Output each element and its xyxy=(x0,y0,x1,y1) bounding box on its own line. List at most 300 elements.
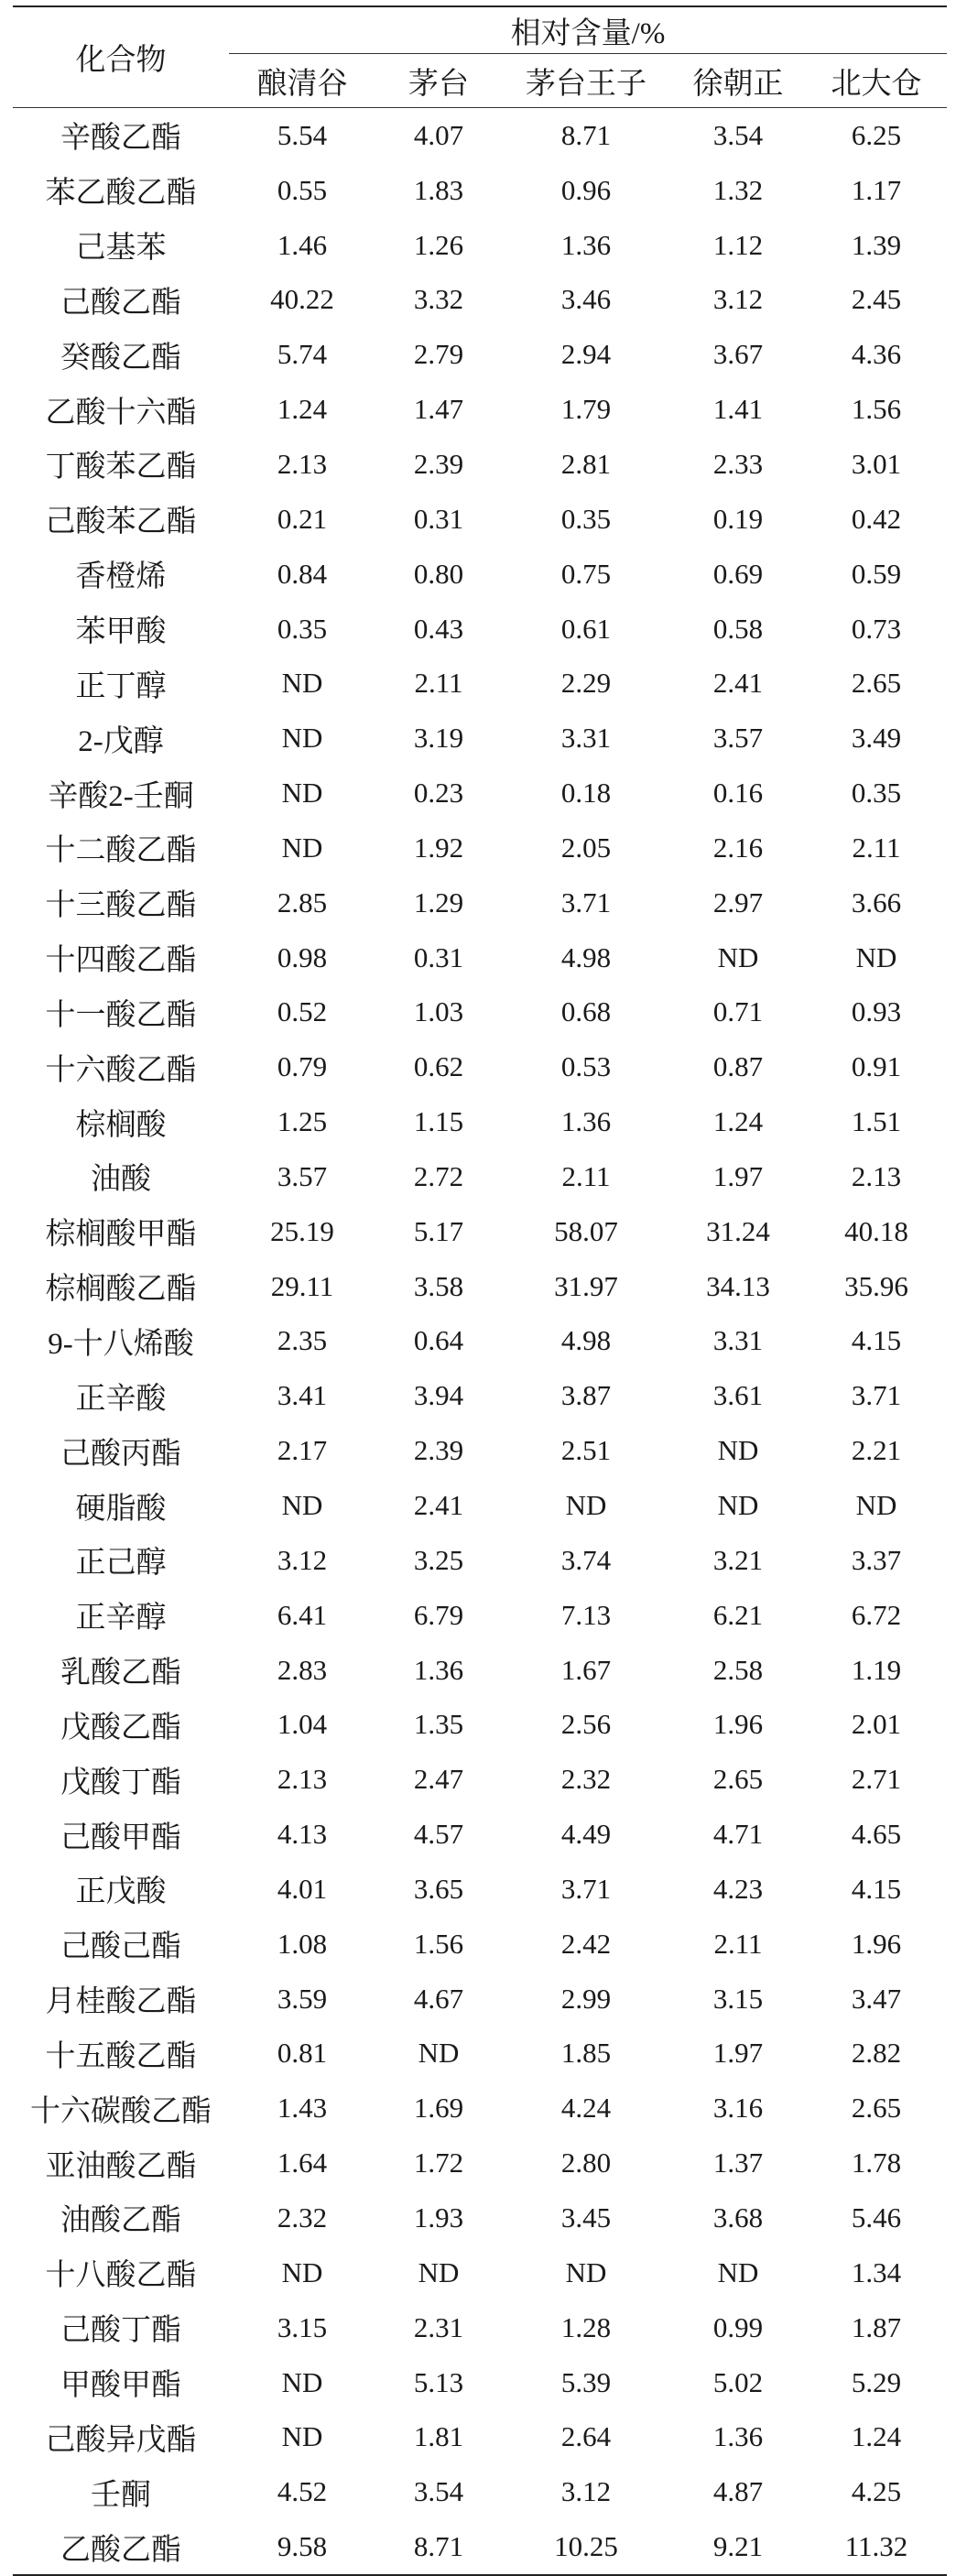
relative-content-cell: 2.29 xyxy=(560,667,612,700)
relative-content-cell: 2.05 xyxy=(560,831,612,864)
relative-content-cell: 6.21 xyxy=(712,1598,764,1631)
relative-content-cell: 3.15 xyxy=(277,2310,328,2343)
relative-content-cell: 3.19 xyxy=(413,722,464,755)
relative-content-cell: 58.07 xyxy=(554,1214,618,1247)
relative-content-cell: 1.15 xyxy=(413,1105,464,1138)
relative-content-cell: 1.36 xyxy=(413,1653,464,1686)
relative-content-cell: 0.62 xyxy=(413,1050,464,1083)
table-row xyxy=(13,1643,947,1698)
compound-name-cell: 香橙烯 xyxy=(75,560,167,594)
relative-content-cell: 1.83 xyxy=(413,173,464,206)
relative-content-cell: 3.31 xyxy=(712,1324,764,1357)
relative-content-cell: 1.36 xyxy=(712,2420,764,2453)
table-row xyxy=(13,821,947,875)
sample-column-header: 茅台 xyxy=(375,54,502,108)
relative-content-cell: 40.18 xyxy=(844,1214,908,1247)
relative-content-cell: 1.96 xyxy=(851,1927,902,1960)
relative-content-cell: ND xyxy=(281,2365,323,2398)
relative-content-cell: 1.26 xyxy=(413,228,464,261)
table-row xyxy=(13,602,947,657)
relative-content-cell: 4.13 xyxy=(277,1818,328,1851)
relative-content-cell: ND xyxy=(855,940,897,973)
compound-name-cell: 正丁醇 xyxy=(75,669,167,703)
table-row xyxy=(13,382,947,437)
relative-content-cell: 9.21 xyxy=(670,2519,806,2575)
table-row xyxy=(13,327,947,382)
table-row xyxy=(13,273,947,328)
relative-content-cell: 2.71 xyxy=(851,1763,902,1796)
relative-content-cell: 1.35 xyxy=(413,1708,464,1741)
relative-content-cell: 1.56 xyxy=(851,393,902,426)
table-row xyxy=(13,2409,947,2464)
relative-content-cell: 3.37 xyxy=(851,1543,902,1576)
relative-content-cell: 5.02 xyxy=(712,2365,764,2398)
relative-content-cell: 1.92 xyxy=(413,831,464,864)
relative-content-cell: 8.71 xyxy=(560,118,612,151)
table-row xyxy=(13,1752,947,1807)
relative-content-cell: 5.39 xyxy=(560,2365,612,2398)
table-row xyxy=(13,1972,947,2027)
relative-content-cell: 40.22 xyxy=(270,283,334,316)
relative-content-cell: 2.51 xyxy=(560,1434,612,1467)
relative-content-cell: 7.13 xyxy=(560,1598,612,1631)
relative-content-cell: 0.18 xyxy=(560,777,612,810)
compound-name-cell: 十五酸乙酯 xyxy=(45,2039,197,2073)
relative-content-cell: 2.11 xyxy=(414,667,463,700)
relative-content-cell: 4.15 xyxy=(851,1324,902,1357)
relative-content-cell: ND xyxy=(281,2255,323,2288)
relative-content-cell: 3.57 xyxy=(712,722,764,755)
compound-name-cell: 苯乙酸乙酯 xyxy=(45,177,197,211)
relative-content-cell: 3.16 xyxy=(712,2092,764,2125)
relative-content-group-header: 相对含量/% xyxy=(229,6,947,54)
relative-content-cell: 31.97 xyxy=(554,1269,618,1302)
table-row xyxy=(13,1478,947,1533)
relative-content-cell: 2.56 xyxy=(560,1708,612,1741)
relative-content-cell: ND xyxy=(418,2037,460,2070)
sample-column-header: 北大仓 xyxy=(806,54,947,108)
compound-name-cell: 油酸乙酯 xyxy=(60,2204,181,2238)
relative-content-cell: 3.54 xyxy=(413,2475,464,2508)
relative-content-cell: 0.68 xyxy=(560,995,612,1028)
table-row xyxy=(13,1807,947,1862)
compound-name-cell: 棕榈酸乙酯 xyxy=(45,1273,197,1307)
relative-content-cell: 3.68 xyxy=(712,2201,764,2234)
table-row xyxy=(13,2136,947,2190)
relative-content-cell: 1.08 xyxy=(277,1927,328,1960)
relative-content-cell: ND xyxy=(281,1489,323,1522)
relative-content-cell: 0.53 xyxy=(560,1050,612,1083)
relative-content-cell: 2.65 xyxy=(851,667,902,700)
relative-content-cell: 3.46 xyxy=(560,283,612,316)
table-row xyxy=(13,2245,947,2300)
relative-content-cell: 4.52 xyxy=(277,2475,328,2508)
table-row xyxy=(13,2027,947,2081)
compound-name-cell: 辛酸乙酯 xyxy=(60,122,181,156)
compound-name-cell: 己酸苯乙酯 xyxy=(45,505,197,539)
relative-content-cell: 8.71 xyxy=(375,2519,502,2575)
relative-content-cell: 4.98 xyxy=(560,940,612,973)
relative-content-cell: 0.61 xyxy=(560,612,612,645)
compound-content-table xyxy=(13,5,947,2576)
relative-content-cell: 5.29 xyxy=(851,2365,902,2398)
relative-content-cell: 1.79 xyxy=(560,393,612,426)
sample-column-header: 徐朝正 xyxy=(670,54,806,108)
relative-content-cell: 3.58 xyxy=(413,1269,464,1302)
relative-content-cell: 0.73 xyxy=(851,612,902,645)
table-row xyxy=(13,2464,947,2519)
relative-content-cell: 1.37 xyxy=(712,2147,764,2179)
relative-content-cell: 4.24 xyxy=(560,2092,612,2125)
relative-content-cell: ND xyxy=(281,777,323,810)
relative-content-cell: 2.41 xyxy=(712,667,764,700)
relative-content-cell: 0.87 xyxy=(712,1050,764,1083)
relative-content-cell: 3.47 xyxy=(851,1982,902,2015)
relative-content-cell: 3.57 xyxy=(277,1159,328,1192)
relative-content-cell: 0.52 xyxy=(277,995,328,1028)
relative-content-cell: 1.39 xyxy=(851,228,902,261)
relative-content-cell: 2.83 xyxy=(277,1653,328,1686)
table-row xyxy=(13,547,947,602)
relative-content-cell: 2.42 xyxy=(560,1927,612,1960)
relative-content-cell: 2.17 xyxy=(277,1434,328,1467)
relative-content-cell: 1.34 xyxy=(851,2255,902,2288)
compound-name-cell: 十六酸乙酯 xyxy=(45,1053,197,1087)
relative-content-cell: 5.54 xyxy=(277,118,328,151)
table-row xyxy=(13,2300,947,2355)
relative-content-cell: 1.43 xyxy=(277,2092,328,2125)
relative-content-cell: ND xyxy=(281,831,323,864)
compound-name-cell: 正戊酸 xyxy=(75,1875,167,1909)
relative-content-cell: 25.19 xyxy=(270,1214,334,1247)
relative-content-cell: 0.23 xyxy=(413,777,464,810)
sample-column-header: 茅台王子 xyxy=(502,54,670,108)
compound-name-cell: 苯甲酸 xyxy=(75,615,167,649)
relative-content-cell: ND xyxy=(281,667,323,700)
data-table-container xyxy=(13,5,947,2576)
relative-content-cell: 1.25 xyxy=(277,1105,328,1138)
relative-content-cell: 2.11 xyxy=(713,1927,763,1960)
relative-content-cell: 10.25 xyxy=(502,2519,670,2575)
relative-content-cell: 0.42 xyxy=(851,502,902,535)
compound-name-cell: 正辛醇 xyxy=(75,1602,167,1636)
relative-content-cell: 1.03 xyxy=(413,995,464,1028)
relative-content-cell: 4.23 xyxy=(712,1872,764,1905)
compound-name-cell: 正辛酸 xyxy=(75,1382,167,1416)
relative-content-cell: 1.36 xyxy=(560,1105,612,1138)
compound-name-cell: 棕榈酸 xyxy=(75,1108,167,1142)
relative-content-cell: 1.67 xyxy=(560,1653,612,1686)
relative-content-cell: 2.16 xyxy=(712,831,764,864)
relative-content-cell: 3.49 xyxy=(851,722,902,755)
compound-name-cell: 乙酸乙酯 xyxy=(13,2519,229,2575)
relative-content-cell: 5.46 xyxy=(851,2201,902,2234)
table-row xyxy=(13,1149,947,1204)
compound-name-cell: 正己醇 xyxy=(75,1547,167,1581)
relative-content-cell: 5.13 xyxy=(413,2365,464,2398)
compound-name-cell: 亚油酸乙酯 xyxy=(45,2149,197,2183)
relative-content-cell: 3.67 xyxy=(712,338,764,371)
relative-content-cell: 1.24 xyxy=(851,2420,902,2453)
compound-name-cell: 壬酮 xyxy=(91,2478,151,2512)
compound-name-cell: 乳酸乙酯 xyxy=(60,1657,181,1690)
relative-content-cell: 29.11 xyxy=(270,1269,334,1302)
relative-content-cell: 4.57 xyxy=(413,1818,464,1851)
relative-content-cell: 2.32 xyxy=(560,1763,612,1796)
compound-name-cell: 十四酸乙酯 xyxy=(45,944,197,978)
table-row xyxy=(13,1204,947,1259)
compound-name-cell: 己酸异戊酯 xyxy=(45,2423,197,2457)
relative-content-cell: 2.81 xyxy=(560,447,612,480)
relative-content-cell: 0.99 xyxy=(712,2310,764,2343)
relative-content-cell: 3.65 xyxy=(413,1872,464,1905)
relative-content-cell: 6.72 xyxy=(851,1598,902,1631)
relative-content-cell: 2.33 xyxy=(712,447,764,480)
relative-content-cell: 3.25 xyxy=(413,1543,464,1576)
relative-content-cell: 2.13 xyxy=(851,1159,902,1192)
table-row xyxy=(13,492,947,547)
relative-content-cell: 2.31 xyxy=(413,2310,464,2343)
relative-content-cell: 2.80 xyxy=(560,2147,612,2179)
relative-content-cell: 3.12 xyxy=(560,2475,612,2508)
relative-content-cell: 3.32 xyxy=(413,283,464,316)
compound-name-cell: 十三酸乙酯 xyxy=(45,889,197,923)
relative-content-cell: 2.11 xyxy=(561,1159,611,1192)
relative-content-cell: ND xyxy=(717,1489,759,1522)
relative-content-cell: 1.29 xyxy=(413,886,464,918)
relative-content-cell: 2.85 xyxy=(277,886,328,918)
relative-content-cell: 31.24 xyxy=(706,1214,770,1247)
relative-content-cell: 0.59 xyxy=(851,557,902,590)
relative-content-cell: ND xyxy=(717,1434,759,1467)
relative-content-cell: 2.97 xyxy=(712,886,764,918)
relative-content-cell: 0.93 xyxy=(851,995,902,1028)
relative-content-cell: 3.87 xyxy=(560,1379,612,1412)
relative-content-cell: 2.47 xyxy=(413,1763,464,1796)
compound-name-cell: 己酸丁酯 xyxy=(60,2314,181,2348)
relative-content-cell: 2.21 xyxy=(851,1434,902,1467)
header-row-group xyxy=(13,6,947,54)
relative-content-cell: 2.39 xyxy=(413,1434,464,1467)
relative-content-cell: 0.80 xyxy=(413,557,464,590)
relative-content-cell: 3.71 xyxy=(560,1872,612,1905)
relative-content-cell: 1.81 xyxy=(413,2420,464,2453)
relative-content-cell: 1.51 xyxy=(851,1105,902,1138)
relative-content-cell: 5.17 xyxy=(413,1214,464,1247)
relative-content-cell: ND xyxy=(418,2255,460,2288)
relative-content-cell: 0.19 xyxy=(712,502,764,535)
table-row xyxy=(13,930,947,985)
relative-content-cell: 1.41 xyxy=(712,393,764,426)
relative-content-cell: 5.74 xyxy=(277,338,328,371)
relative-content-cell: 2.65 xyxy=(851,2092,902,2125)
relative-content-cell: 0.31 xyxy=(413,502,464,535)
relative-content-cell: 1.12 xyxy=(712,228,764,261)
compound-name-cell: 己酸己酯 xyxy=(60,1930,181,1964)
table-row xyxy=(13,2519,947,2575)
relative-content-cell: ND xyxy=(565,1489,607,1522)
table-row xyxy=(13,985,947,1040)
table-row xyxy=(13,2190,947,2245)
relative-content-cell: 0.58 xyxy=(712,612,764,645)
compound-name-cell: 月桂酸乙酯 xyxy=(45,1985,197,2019)
relative-content-cell: 1.24 xyxy=(277,393,328,426)
table-row xyxy=(13,656,947,711)
relative-content-cell: 3.71 xyxy=(851,1379,902,1412)
relative-content-cell: 0.43 xyxy=(413,612,464,645)
relative-content-cell: 2.32 xyxy=(277,2201,328,2234)
relative-content-cell: 6.79 xyxy=(413,1598,464,1631)
table-row xyxy=(13,108,947,163)
relative-content-cell: 1.56 xyxy=(413,1927,464,1960)
relative-content-cell: 1.24 xyxy=(712,1105,764,1138)
relative-content-cell: 4.67 xyxy=(413,1982,464,2015)
table-row xyxy=(13,1423,947,1478)
relative-content-cell: 2.64 xyxy=(560,2420,612,2453)
relative-content-cell: 2.72 xyxy=(413,1159,464,1192)
relative-content-cell: 1.64 xyxy=(277,2147,328,2179)
relative-content-cell: 0.69 xyxy=(712,557,764,590)
compound-name-cell: 棕榈酸甲酯 xyxy=(45,1218,197,1252)
relative-content-cell: 2.65 xyxy=(712,1763,764,1796)
relative-content-cell: 4.15 xyxy=(851,1872,902,1905)
compound-name-cell: 戊酸丁酯 xyxy=(60,1766,181,1799)
compound-name-cell: 9-十八烯酸 xyxy=(48,1327,194,1361)
relative-content-cell: 2.13 xyxy=(277,447,328,480)
relative-content-cell: 1.46 xyxy=(277,228,328,261)
relative-content-cell: 0.35 xyxy=(851,777,902,810)
relative-content-cell: 4.65 xyxy=(851,1818,902,1851)
relative-content-cell: 2.99 xyxy=(560,1982,612,2015)
relative-content-cell: 2.39 xyxy=(413,447,464,480)
relative-content-cell: 2.82 xyxy=(851,2037,902,2070)
relative-content-cell: 0.71 xyxy=(712,995,764,1028)
relative-content-cell: 2.45 xyxy=(851,283,902,316)
table-row xyxy=(13,1039,947,1094)
relative-content-cell: 1.04 xyxy=(277,1708,328,1741)
relative-content-cell: 2.01 xyxy=(851,1708,902,1741)
relative-content-cell: 2.79 xyxy=(413,338,464,371)
compound-name-cell: 辛酸2-壬酮 xyxy=(48,779,194,813)
relative-content-cell: ND xyxy=(565,2255,607,2288)
relative-content-cell: ND xyxy=(855,1489,897,1522)
table-row xyxy=(13,1588,947,1643)
compound-name-cell: 乙酸十六酯 xyxy=(45,396,197,429)
relative-content-cell: 3.74 xyxy=(560,1543,612,1576)
relative-content-cell: 0.81 xyxy=(277,2037,328,2070)
relative-content-cell: 3.31 xyxy=(560,722,612,755)
table-row xyxy=(13,218,947,273)
compound-name-cell: 2-戊醇 xyxy=(78,724,164,758)
relative-content-cell: 0.96 xyxy=(560,173,612,206)
relative-content-cell: 2.41 xyxy=(413,1489,464,1522)
relative-content-cell: 34.13 xyxy=(706,1269,770,1302)
relative-content-cell: ND xyxy=(281,722,323,755)
table-row xyxy=(13,437,947,492)
relative-content-cell: 1.87 xyxy=(851,2310,902,2343)
compound-name-cell: 硬脂酸 xyxy=(75,1492,167,1526)
relative-content-cell: 3.94 xyxy=(413,1379,464,1412)
relative-content-cell: 4.98 xyxy=(560,1324,612,1357)
compound-name-cell: 甲酸甲酯 xyxy=(60,2369,181,2403)
relative-content-cell: 3.45 xyxy=(560,2201,612,2234)
relative-content-cell: 0.35 xyxy=(560,502,612,535)
compound-name-cell: 油酸 xyxy=(91,1163,151,1197)
relative-content-cell: 3.41 xyxy=(277,1379,328,1412)
table-row xyxy=(13,2355,947,2410)
relative-content-cell: 1.78 xyxy=(851,2147,902,2179)
relative-content-cell: 0.75 xyxy=(560,557,612,590)
relative-content-cell: 3.61 xyxy=(712,1379,764,1412)
relative-content-cell: 3.59 xyxy=(277,1982,328,2015)
relative-content-cell: 3.21 xyxy=(712,1543,764,1576)
compound-name-cell: 十一酸乙酯 xyxy=(45,998,197,1032)
table-row xyxy=(13,766,947,821)
relative-content-cell: 4.87 xyxy=(712,2475,764,2508)
table-row xyxy=(13,1314,947,1369)
relative-content-cell: 6.41 xyxy=(277,1598,328,1631)
compound-name-cell: 己酸丙酯 xyxy=(60,1437,181,1471)
relative-content-cell: 2.35 xyxy=(277,1324,328,1357)
relative-content-cell: 3.12 xyxy=(277,1543,328,1576)
table-row xyxy=(13,2081,947,2136)
table-body xyxy=(13,108,947,2575)
relative-content-cell: 4.01 xyxy=(277,1872,328,1905)
relative-content-cell: 1.19 xyxy=(851,1653,902,1686)
relative-content-cell: ND xyxy=(717,940,759,973)
relative-content-cell: 3.12 xyxy=(712,283,764,316)
relative-content-cell: 3.15 xyxy=(712,1982,764,2015)
relative-content-cell: 1.47 xyxy=(413,393,464,426)
relative-content-cell: 0.31 xyxy=(413,940,464,973)
relative-content-cell: 2.13 xyxy=(277,1763,328,1796)
relative-content-cell: 2.11 xyxy=(852,831,901,864)
table-row xyxy=(13,1533,947,1588)
relative-content-cell: 0.84 xyxy=(277,557,328,590)
relative-content-cell: ND xyxy=(717,2255,759,2288)
relative-content-cell: ND xyxy=(281,2420,323,2453)
relative-content-cell: 1.72 xyxy=(413,2147,464,2179)
table-row xyxy=(13,163,947,218)
relative-content-cell: 1.93 xyxy=(413,2201,464,2234)
table-row xyxy=(13,875,947,930)
relative-content-cell: 0.64 xyxy=(413,1324,464,1357)
relative-content-cell: 0.35 xyxy=(277,612,328,645)
relative-content-cell: 0.98 xyxy=(277,940,328,973)
compound-column-header: 化合物 xyxy=(13,6,229,108)
relative-content-cell: 1.97 xyxy=(712,2037,764,2070)
relative-content-cell: 4.07 xyxy=(413,118,464,151)
table-row xyxy=(13,1259,947,1314)
relative-content-cell: 4.36 xyxy=(851,338,902,371)
compound-name-cell: 戊酸乙酯 xyxy=(60,1711,181,1745)
compound-name-cell: 十八酸乙酯 xyxy=(45,2259,197,2293)
relative-content-cell: 0.16 xyxy=(712,777,764,810)
relative-content-cell: 3.71 xyxy=(560,886,612,918)
table-row xyxy=(13,711,947,766)
compound-name-cell: 十六碳酸乙酯 xyxy=(30,2094,212,2128)
compound-name-cell: 己酸甲酯 xyxy=(60,1821,181,1854)
relative-content-cell: 0.79 xyxy=(277,1050,328,1083)
compound-name-cell: 己酸乙酯 xyxy=(60,286,181,320)
table-header xyxy=(13,6,947,108)
relative-content-cell: 1.97 xyxy=(712,1159,764,1192)
relative-content-cell: 0.21 xyxy=(277,502,328,535)
relative-content-cell: 3.01 xyxy=(851,447,902,480)
relative-content-cell: 4.25 xyxy=(851,2475,902,2508)
relative-content-cell: 6.25 xyxy=(851,118,902,151)
relative-content-cell: 3.66 xyxy=(851,886,902,918)
